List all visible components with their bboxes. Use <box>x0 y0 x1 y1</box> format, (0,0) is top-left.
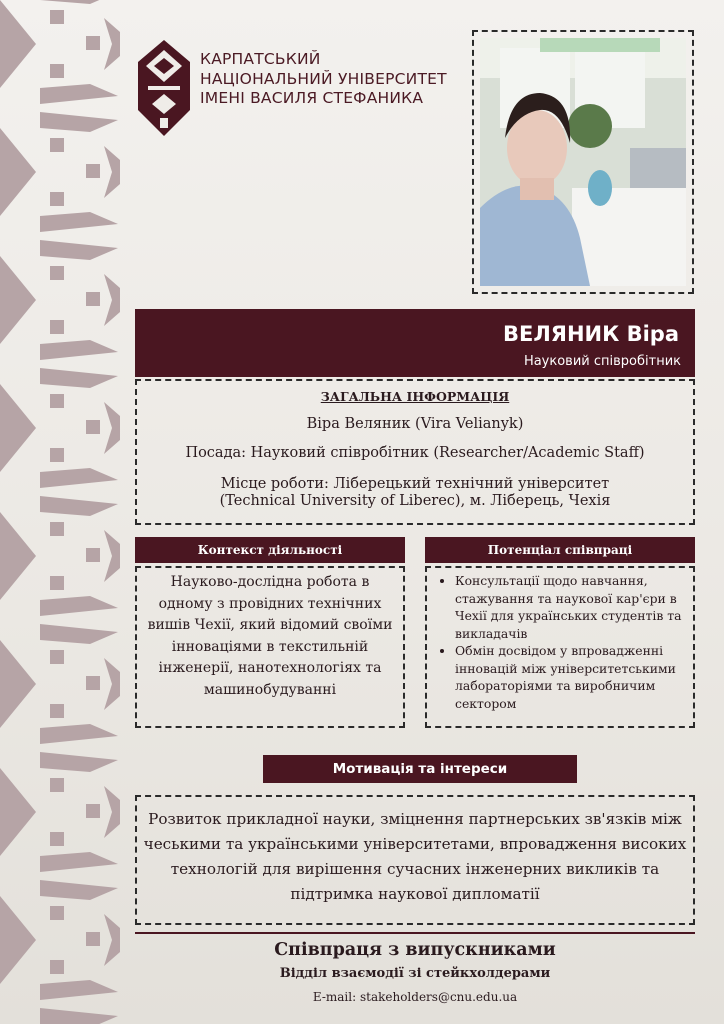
ornament-leaf <box>40 1008 118 1024</box>
potential-header: Потенціал співпраці <box>425 537 695 563</box>
ornament-leaf <box>40 596 118 616</box>
ornament-square <box>86 420 100 434</box>
motivation-header: Мотивація та інтереси <box>263 755 577 783</box>
ornament-square <box>86 548 100 562</box>
ornament-diamond <box>0 384 36 472</box>
workplace-line2: (Technical University of Liberec), м. Ліберець, Чехія <box>219 493 611 509</box>
general-info-box <box>135 379 695 525</box>
footer-subtitle: Відділ взаємодії зі стейкхолдерами <box>279 966 551 981</box>
ornament-square <box>50 906 64 920</box>
workplace-line1: Місце роботи: Ліберецький технічний університет <box>220 476 610 492</box>
ornament-square <box>50 10 64 24</box>
university-logo-icon <box>138 40 190 136</box>
ornament-leaf <box>40 340 118 360</box>
ornament-square <box>86 676 100 690</box>
ornament-square <box>50 778 64 792</box>
general-info-title: ЗАГАЛЬНА ІНФОРМАЦІЯ <box>320 389 510 404</box>
university-name-line2: НАЦІОНАЛЬНИЙ УНІВЕРСИТЕТ <box>200 69 447 88</box>
ornament-chevron <box>104 914 120 966</box>
ornament-leaf <box>40 980 118 1000</box>
motivation-box <box>135 795 695 925</box>
ornament-square <box>86 36 100 50</box>
ornament-chevron <box>104 786 120 838</box>
ornament-leaf <box>40 368 118 388</box>
ornament-square <box>50 138 64 152</box>
ornament-square <box>50 650 64 664</box>
university-name-line1: КАРПАТСЬКИЙ <box>200 50 321 68</box>
ornament-chevron <box>104 530 120 582</box>
ornament-square <box>50 320 64 334</box>
full-name: Віра Веляник (Vira Velianyk) <box>306 416 524 432</box>
potential-list <box>427 572 693 712</box>
decorative-ornament <box>0 0 120 1024</box>
person-photo <box>480 38 686 286</box>
ornament-chevron <box>104 402 120 454</box>
footer-title: Співпраця з випускниками <box>274 940 556 960</box>
ornament-diamond <box>0 128 36 216</box>
person-name: ВЕЛЯНИК Віра <box>503 322 679 346</box>
ornament-diamond <box>0 512 36 600</box>
potential-box <box>425 566 695 728</box>
footer-divider <box>135 932 695 934</box>
person-role: Науковий співробітник <box>523 354 681 369</box>
ornament-leaf <box>40 496 118 516</box>
ornament-diamond <box>0 768 36 856</box>
ornament-square <box>50 960 64 974</box>
ornament-chevron <box>104 274 120 326</box>
university-name-line3: ІМЕНІ ВАСИЛЯ СТЕФАНИКА <box>200 89 424 107</box>
context-box <box>135 566 405 728</box>
context-header: Контекст діяльності <box>135 537 405 563</box>
ornament-leaf <box>40 724 118 744</box>
ornament-square <box>50 266 64 280</box>
footer-email: E-mail: stakeholders@cnu.edu.ua <box>312 990 518 1004</box>
ornament-diamond <box>0 0 36 88</box>
photo-frame <box>472 30 694 294</box>
ornament-square <box>50 64 64 78</box>
ornament-leaf <box>40 0 118 4</box>
ornament-square <box>86 292 100 306</box>
motivation-text: Розвиток прикладної науки, зміцнення партнерських зв'язків між чеськими та українськими університетами, впровадження високих технологій для вирішення сучасних інженерних викликів та підтримка наукової дипломатії <box>143 810 687 903</box>
ornament-square <box>50 394 64 408</box>
ornament-square <box>50 448 64 462</box>
ornament-square <box>86 164 100 178</box>
name-banner <box>135 309 695 377</box>
ornament-leaf <box>40 84 118 104</box>
ornament-leaf <box>40 468 118 488</box>
ornament-square <box>50 832 64 846</box>
ornament-diamond <box>0 896 36 984</box>
potential-item-2: • Обмін досвідом у впровадженні інновацій між університетськими лабораторіями та виробничим сектором <box>455 642 693 712</box>
workplace <box>137 476 693 510</box>
ornament-leaf <box>40 240 118 260</box>
ornament-square <box>50 522 64 536</box>
potential-item-1: • Консультації щодо навчання, стажування та наукової кар'єри в Чехії для українських студентів та викладачів <box>455 572 693 642</box>
ornament-leaf <box>40 752 118 772</box>
university-name <box>200 50 447 109</box>
ornament-chevron <box>104 146 120 198</box>
ornament-chevron <box>104 658 120 710</box>
ornament-leaf <box>40 112 118 132</box>
ornament-square <box>50 192 64 206</box>
ornament-leaf <box>40 624 118 644</box>
ornament-square <box>50 704 64 718</box>
ornament-square <box>86 804 100 818</box>
ornament-square <box>86 932 100 946</box>
ornament-leaf <box>40 880 118 900</box>
ornament-chevron <box>104 18 120 70</box>
context-text: Науково-дослідна робота в одному з провідних технічних вишів Чехії, який відомий своїми інноваціями в текстильній інженерії, нанотехнологіях та машинобудуванні <box>147 574 393 698</box>
ornament-leaf <box>40 852 118 872</box>
ornament-diamond <box>0 640 36 728</box>
ornament-diamond <box>0 256 36 344</box>
ornament-leaf <box>40 212 118 232</box>
position: Посада: Науковий співробітник (Researcher/Academic Staff) <box>185 445 645 461</box>
ornament-square <box>50 576 64 590</box>
